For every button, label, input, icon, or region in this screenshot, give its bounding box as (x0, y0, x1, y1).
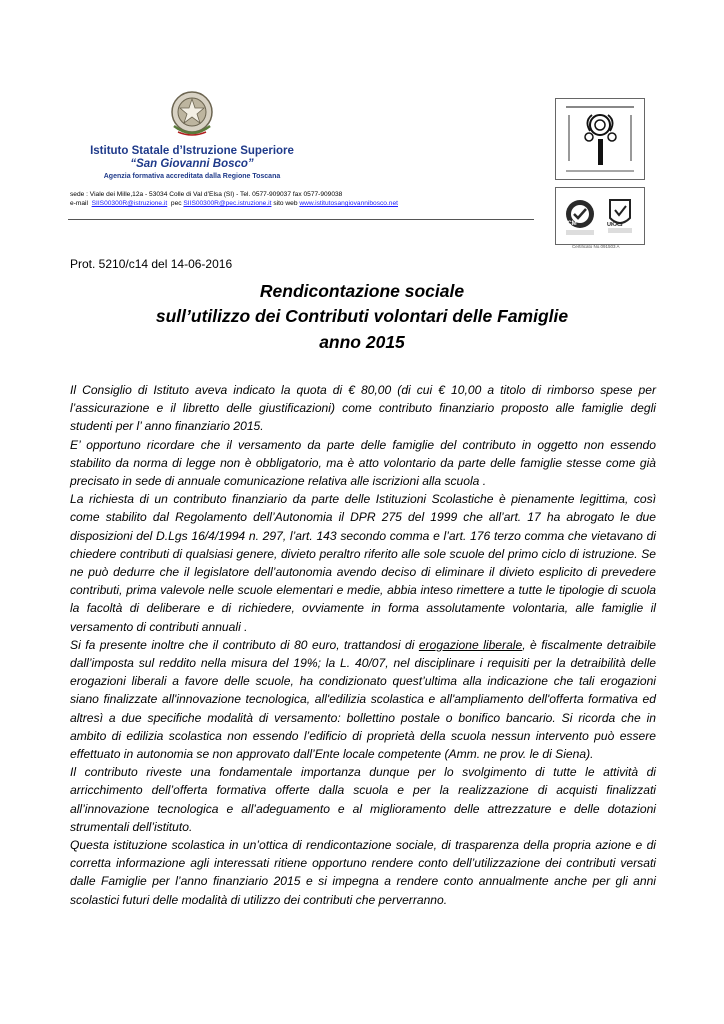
paragraph-quota: Il Consiglio di Istituto aveva indicato la quota di € 80,00 (di cui € 10,00 a titolo di rimborso spese per l’assicurazione e il libretto delle giustificazioni) come contributo finanziario proposto alle famiglie degli studenti per l’ anno finanziario 2015. (70, 383, 656, 434)
protocol-reference: Prot. 5210/c14 del 14-06-2016 (70, 257, 233, 271)
document-title-line2: sull’utilizzo dei Contributi volontari delle Famiglie (155, 306, 569, 326)
tax-text-post: , è fiscalmente detraibile dall’imposta sul reddito nella misura del 19%; la L. 40/07, nel disciplinare i requisiti per la detraibilità delle erogazioni liberali a favore delle scuole, ha condizionato quest’ultima alla indicazione che tali erogazioni siano finalizzate all'innovazione tecnologica, all'edilizia scolastica e all'ampliamento dell'offerta formativa ed altresì a due specifiche modalità di versamento: bollettino postale o bonifico bancario. Si ricorda che in ambito di edilizia scolastica non essendo l’edificio di proprietà della scuola nessun intervento può essere effettuato in autonomia se non approvato dall’Ente locale competente (Amm. ne prov. le di Siena). (70, 637, 656, 762)
paragraph-importance: Il contributo riveste una fondamentale importanza dunque per lo svolgimento di tutte le attività di arricchimento dell’offerta formativa offerte dalla scuola e per la realizzazione di acquisti finalizzati all’innovazione tecnologica e all’adeguamento e al miglioramento delle attrezzature e delle dotazioni strumentali dell’istituto. (70, 765, 656, 834)
republic-emblem-icon (166, 86, 218, 142)
certification-logos (555, 187, 645, 245)
tax-text-pre: Si fa presente inoltre che il contributo di 80 euro, trattandosi di (70, 637, 419, 652)
document-title-line3: anno 2015 (319, 332, 405, 352)
paragraph-commitment: Questa istituzione scolastica in un’ottica di rendicontazione sociale, di trasparenza della propria azione e di corretta informazione agli interessati ritiene opportuno rendere conto dell’utilizzazione dei contributi versati dalle Famiglie per l’anno finanziario 2015 e si impegna a rendere conto annualmente anche per gli anni scolastici futuri delle modalità di utilizzo dei contributi che perverranno. (70, 838, 656, 907)
tree-logo (555, 98, 645, 180)
paragraph-legitimacy: La richiesta di un contributo finanziario da parte delle Istituzioni Scolastiche è pienamente legittima, così come stabilito dal Regolamento dell’Autonomia il DPR 275 del 1999 che all’art. 17 ha abrogato le due disposizioni del D.Lgs 16/4/1994 n. 297, l’art. 143 secondo comma e l’art. 176 terzo comma che vietavano di chiedere contributi di qualsiasi genere, divieto peraltro riferito alle sole scuole del primo ciclo di istruzione. Se ne può dedurre che il legislatore dell’autonomia avendo deciso di eliminare il divieto esplicito di prevedere contributi, prima valevole nelle scuole elementari e medie, abbia inteso rimettere a tutte le tipologie di scuola la facoltà di deliberare e di richiedere, ovviamente in forma assolutamente volontaria, alle famiglie il versamento di contributi annuali . (70, 492, 656, 634)
web-label: sito web (273, 200, 298, 207)
email-link[interactable]: SIIS00300R@istruzione.it (91, 200, 168, 207)
document-body (70, 381, 656, 909)
school-name: Istituto Statale d’Istruzione Superiore (90, 145, 294, 157)
pec-link[interactable]: SIIS00300R@pec.istruzione.it (183, 200, 272, 207)
tree-logo-icon (556, 99, 644, 179)
address-line: sede : Viale dei Mille,12a - 53034 Colle di Val d’Elsa (SI) - Tel. 0577-909037 fax 0577-909038 (70, 191, 343, 198)
erogazione-liberale-link[interactable]: erogazione liberale (418, 637, 523, 652)
ukas-label: UKAS (607, 222, 623, 228)
acm-label: ACM (563, 221, 577, 227)
contact-line (70, 199, 398, 208)
document-title-line1: Rendicontazione sociale (259, 281, 465, 301)
certificate-number: Certificato No.091503 A (572, 244, 620, 249)
agency-accreditation: Agenzia formativa accreditata dalla Regione Toscana (103, 173, 281, 180)
header-divider (68, 219, 534, 220)
paragraph-tax-deduction (70, 636, 656, 763)
school-subname: “San Giovanni Bosco” (130, 158, 254, 170)
certification-icon (556, 188, 644, 244)
paragraph-voluntary: E’ opportuno ricordare che il versamento da parte delle famiglie del contributo in oggetto non essendo stabilito da norma di legge non è obbligatorio, ma è atto volontario da parte delle famiglie stesse come già precisato in sede di annuale comunicazione relativa alle iscrizioni alla scuola . (70, 437, 656, 489)
website-link[interactable]: www.istitutosangiovannibosco.net (299, 200, 398, 207)
email-label: e-mail (70, 200, 88, 207)
pec-label: pec (170, 200, 182, 207)
